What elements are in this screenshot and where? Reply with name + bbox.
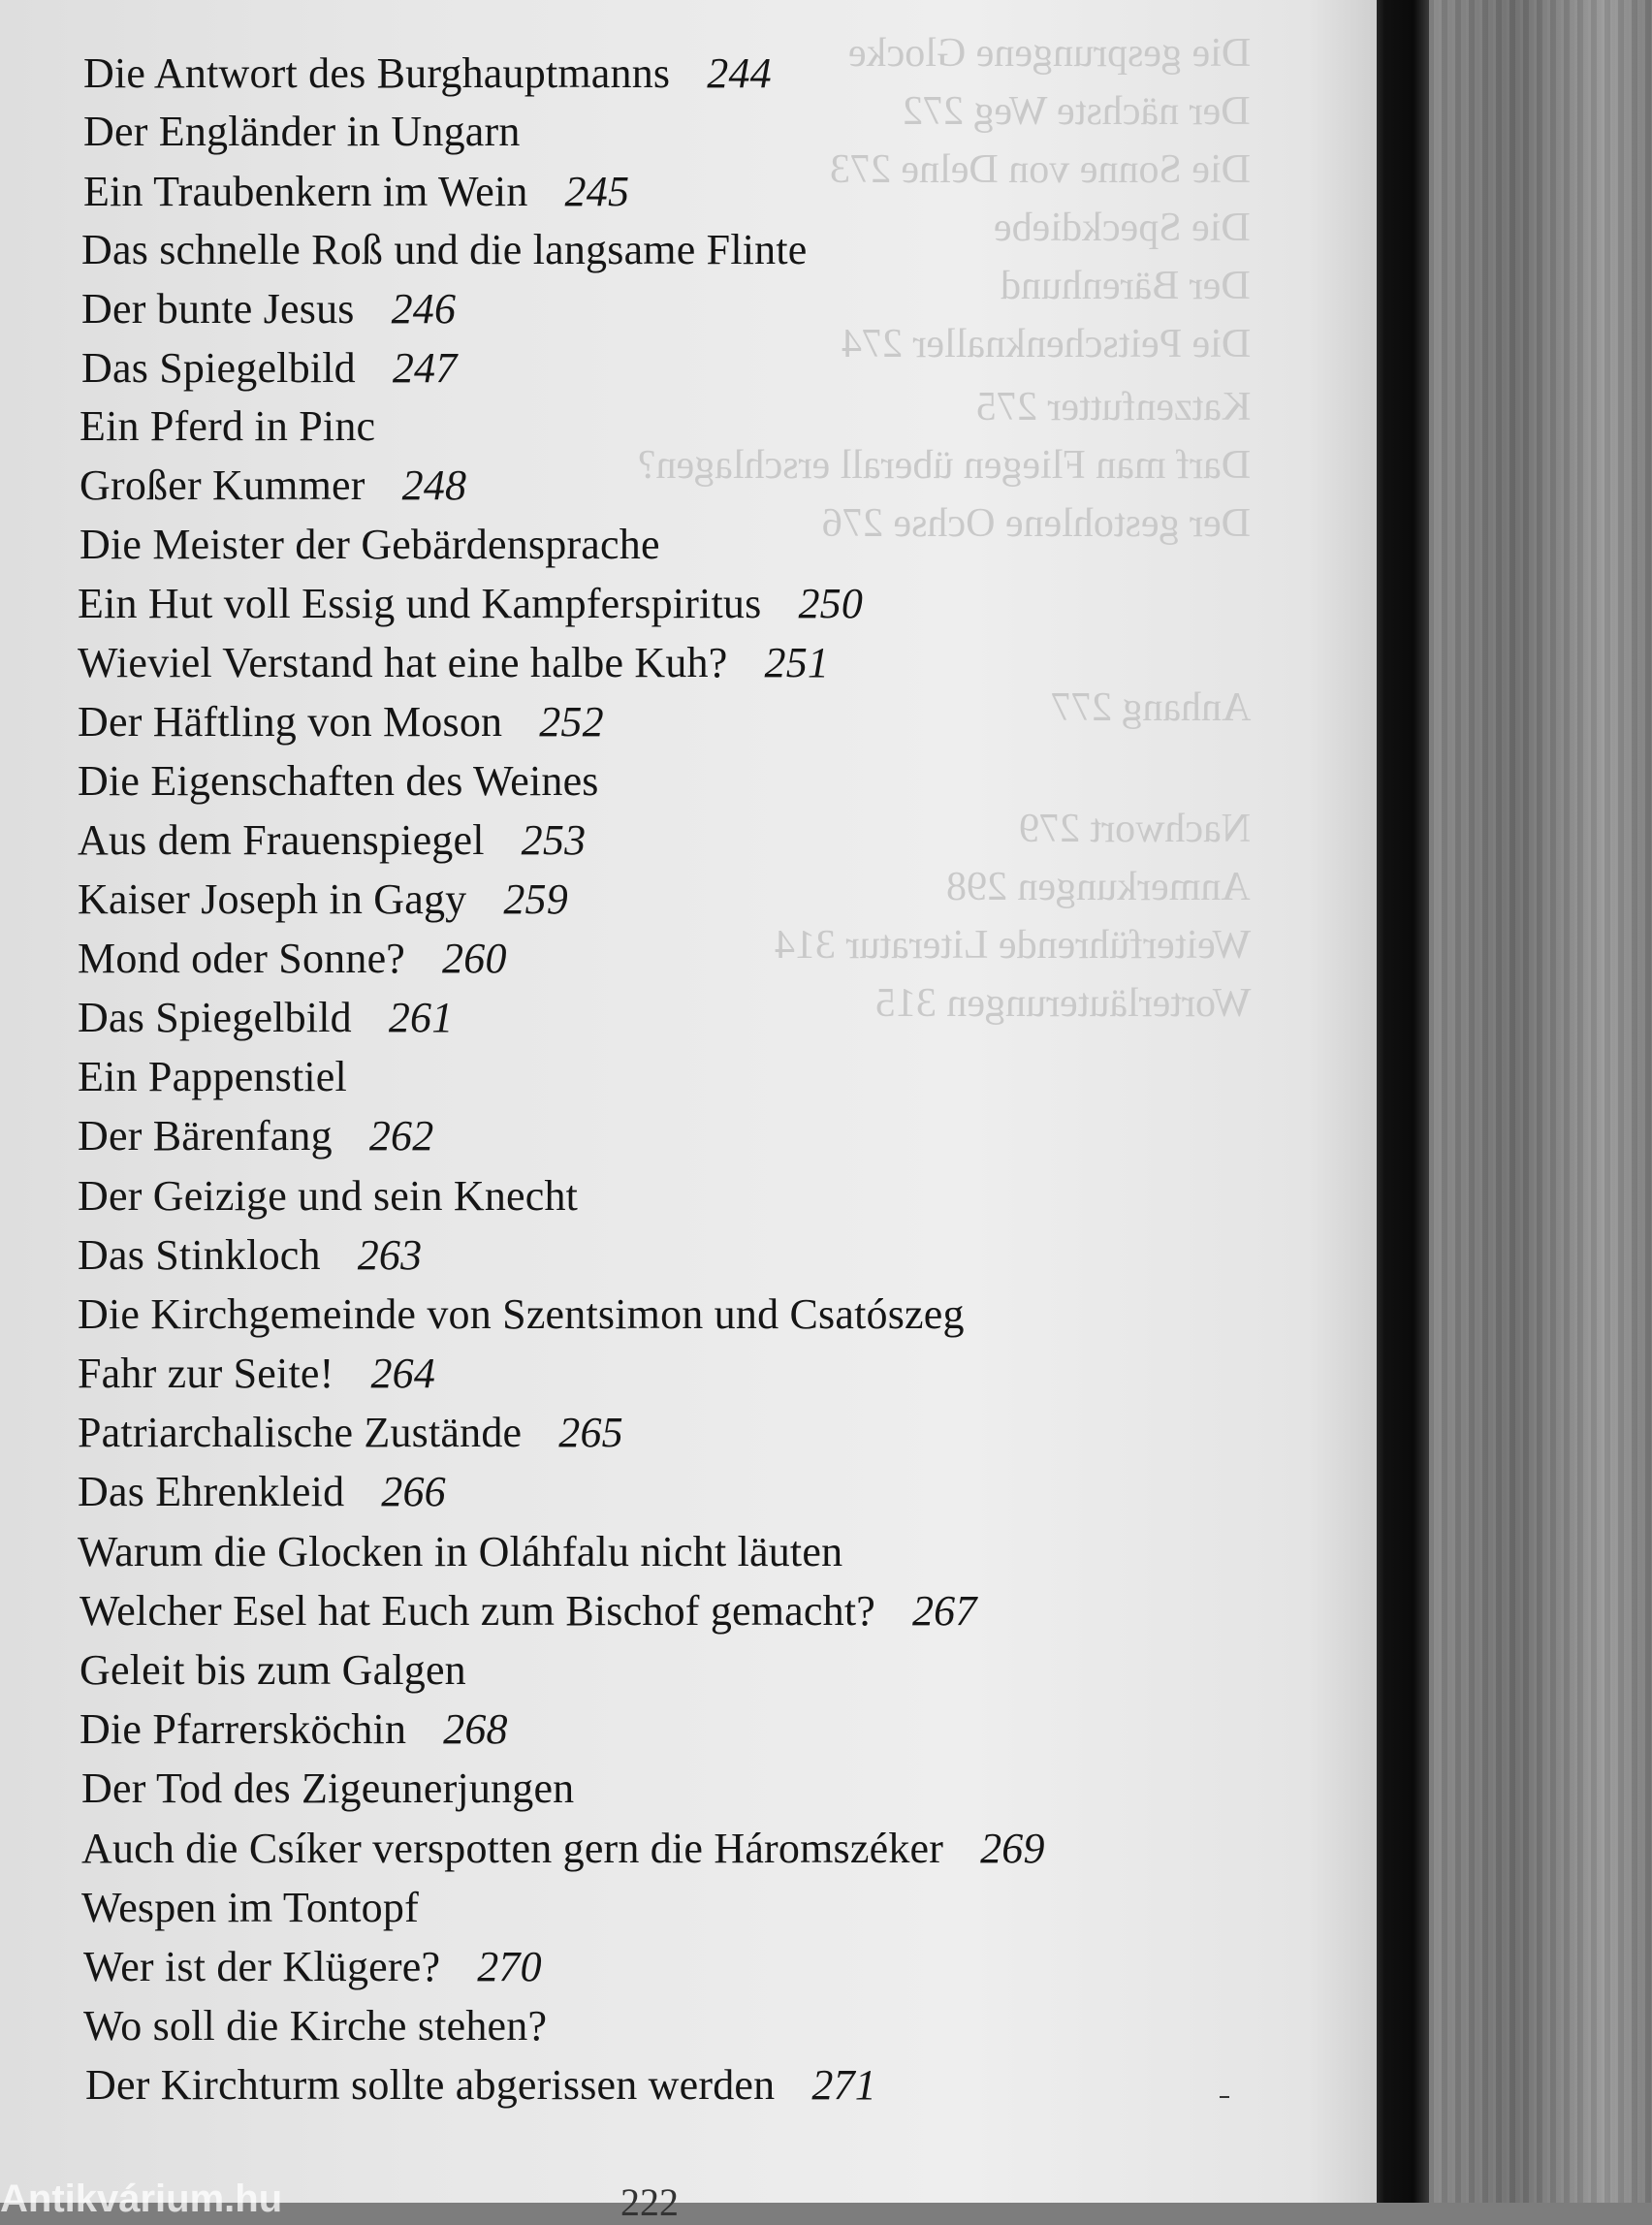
toc-entry-title: Wieviel Verstand hat eine halbe Kuh? [78,639,728,686]
toc-entry-title: Ein Hut voll Essig und Kampferspiritus [78,580,762,627]
toc-entry [81,343,457,394]
toc-entry [78,1289,1001,1340]
toc-entry [79,461,466,511]
toc-entry [79,1645,503,1696]
toc-entry [78,874,568,925]
toc-entry [79,1704,508,1755]
toc-entry [78,638,829,688]
toc-entry [78,697,604,747]
ghost-line: Der gestohlene Ochse 276 [821,501,1251,546]
toc-entry-title: Das Spiegelbild [81,344,356,392]
toc-entry [78,1408,623,1458]
toc-entry-title: Der Tod des Zigeunerjungen [81,1764,575,1812]
toc-entry-page: 262 [368,1112,434,1160]
toc-entry-page: 261 [388,994,454,1041]
toc-entry [78,934,507,984]
ghost-line: Die Sonne von Delne 273 [830,147,1251,192]
toc-entry-title: Geleit bis zum Galgen [79,1646,466,1694]
toc-entry-title: Auch die Csíker verspotten gern die Háromszéker [81,1825,944,1872]
toc-entry-page: 267 [911,1587,977,1635]
toc-entry-page: 250 [798,580,864,627]
toc-entry [78,1527,879,1577]
toc-entry-title: Ein Pferd in Pinc [79,402,376,450]
toc-entry [78,1349,435,1399]
toc-entry-title: Patriarchalische Zustände [78,1409,523,1456]
toc-entry-page: 248 [401,461,467,509]
toc-entry-title: Mond oder Sonne? [78,935,406,982]
toc-entry [78,756,636,807]
toc-entry-page: 246 [391,285,457,333]
ghost-line: Die gesprungene Glocke [847,31,1251,76]
toc-entry-title: Der bunte Jesus [81,285,355,333]
toc-entry [78,1052,384,1102]
ghost-line: Der Bärenhund [1001,264,1251,308]
toc-entry-title: Aus dem Frauenspiegel [78,816,485,864]
ghost-line: Anhang 277 [1050,685,1251,730]
toc-entry [83,107,557,157]
toc-entry [83,48,772,99]
toc-entry-title: Der Kirchturm sollte abgerissen werden [85,2061,776,2109]
toc-entry-title: Die Eigenschaften des Weines [78,757,599,805]
toc-entry [78,815,586,866]
toc-entry-title: Der Engländer in Ungarn [83,108,521,155]
toc-entry-page: 259 [503,875,568,923]
toc-entry [81,284,456,334]
toc-entry-title: Der Häftling von Moson [78,698,503,746]
toc-entry-page: 245 [564,168,630,215]
toc-entry-title: Großer Kummer [79,461,365,509]
book-cover-edge [1375,0,1429,2203]
toc-entry-title: Die Kirchgemeinde von Szentsimon und Csatószeg [78,1290,965,1338]
toc-entry-page: 253 [521,816,587,864]
toc-entry [81,1764,611,1814]
toc-entry-title: Die Meister der Gebärdensprache [79,521,660,568]
toc-entry-title: Das schnelle Roß und die langsame Flinte [81,226,808,273]
toc-entry [78,1230,422,1281]
toc-entry-page: 264 [370,1350,436,1397]
toc-entry-page: 270 [477,1943,542,1990]
stray-mark [1220,2096,1229,2098]
toc-entry [81,1883,456,1933]
toc-entry-page: 266 [381,1468,446,1515]
toc-entry-page: 269 [980,1825,1045,1872]
toc-entry-title: Kaiser Joseph in Gagy [78,875,467,923]
toc-entry [81,225,844,275]
ghost-line: Katzenfutter 275 [975,385,1251,429]
ghost-line: Der nächste Weg 272 [903,89,1251,134]
toc-entry-title: Die Antwort des Burghauptmanns [83,49,671,97]
ghost-line: Anmerkungen 298 [946,865,1251,909]
toc-entry-title: Ein Pappenstiel [78,1053,347,1100]
toc-entry-page: 244 [707,49,772,97]
ghost-line: Nachwort 279 [1018,807,1251,851]
toc-entry-title: Ein Traubenkern im Wein [83,168,528,215]
toc-entry-title: Wespen im Tontopf [81,1884,419,1931]
toc-entry-title: Warum die Glocken in Oláhfalu nicht läuten [78,1528,843,1575]
ghost-line: Die Peitschenknaller 274 [841,322,1251,366]
toc-entry-title: Welcher Esel hat Euch zum Bischof gemacht? [79,1587,875,1635]
toc-entry-title: Der Bärenfang [78,1112,333,1160]
desk-background [1425,0,1652,2203]
toc-entry-page: 251 [764,639,830,686]
toc-entry [85,2060,876,2111]
toc-entry-page: 271 [811,2061,876,2109]
ghost-line: Die Speckdiebe [994,206,1251,250]
toc-entry-page: 263 [357,1231,423,1279]
toc-entry [81,1824,1045,1874]
toc-entry-title: Das Stinkloch [78,1231,321,1279]
page-number: 222 [620,2180,679,2224]
toc-entry [78,993,453,1043]
toc-entry [78,1111,433,1161]
watermark: Antikvárium.hu [0,2177,283,2220]
toc-entry [83,2001,584,2051]
toc-entry [83,167,629,217]
toc-entry-title: Die Pfarrersköchin [79,1705,407,1753]
toc-entry-title: Wo soll die Kirche stehen? [83,2002,548,2050]
toc-entry-page: 247 [392,344,458,392]
ghost-line: Weiterführende Literatur 314 [774,923,1251,968]
toc-entry-page: 265 [558,1409,623,1456]
toc-entry-page: 252 [539,698,604,746]
toc-entry-page: 260 [442,935,507,982]
toc-entry [78,1171,615,1222]
toc-entry-title: Das Ehrenkleid [78,1468,345,1515]
toc-entry [79,401,412,452]
toc-entry [78,579,863,629]
toc-entry-page: 268 [443,1705,508,1753]
ghost-line: Darf man Fliegen überall erschlagen? [637,443,1251,488]
toc-entry-title: Das Spiegelbild [78,994,352,1041]
toc-entry-title: Fahr zur Seite! [78,1350,334,1397]
toc-entry-title: Der Geizige und sein Knecht [78,1172,579,1220]
toc-entry [79,520,697,570]
toc-entry-title: Wer ist der Klügere? [83,1943,441,1990]
toc-entry [79,1586,977,1637]
toc-entry [83,1942,542,1992]
ghost-line: Worterläuterungen 315 [874,981,1251,1026]
toc-entry [78,1467,446,1517]
